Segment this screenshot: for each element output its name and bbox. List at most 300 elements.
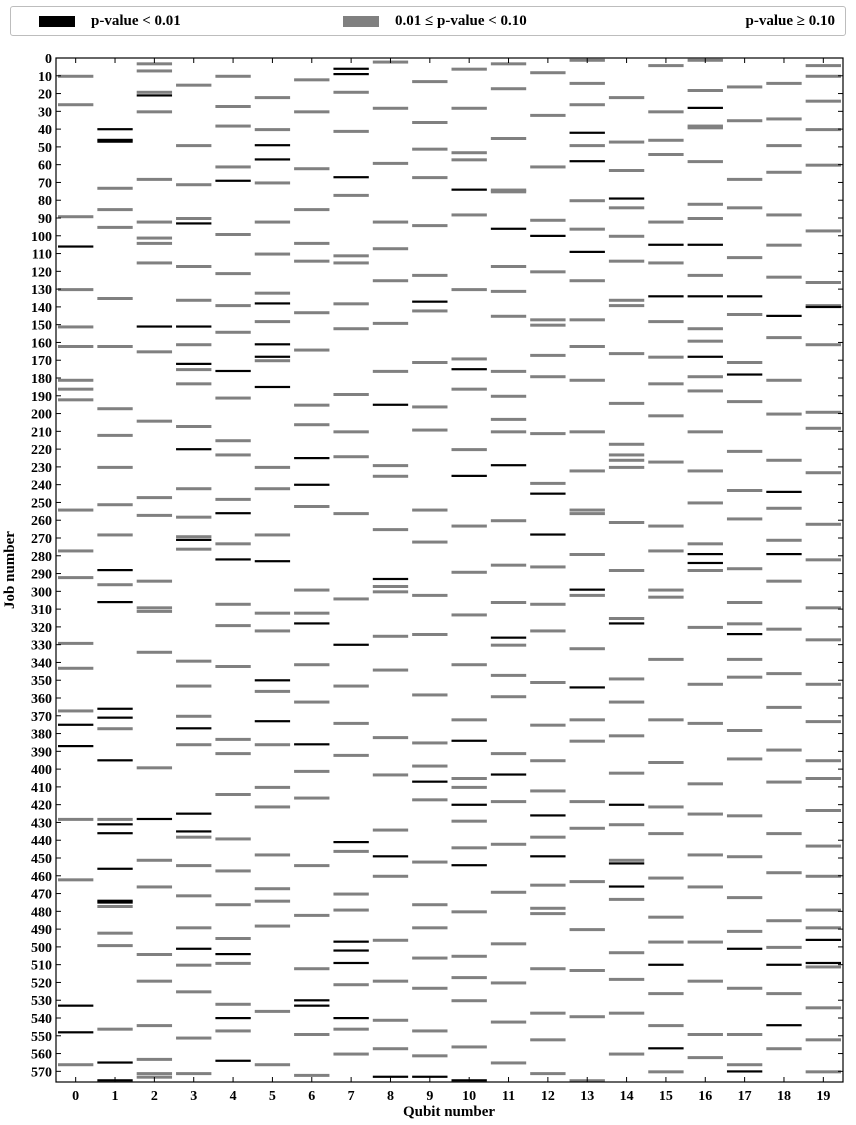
cell-gray xyxy=(688,126,723,129)
cell-gray xyxy=(648,414,683,417)
cell-black xyxy=(215,512,250,514)
cell-black xyxy=(373,855,408,857)
cell-gray xyxy=(688,885,723,888)
cell-black xyxy=(255,386,290,388)
cell-gray xyxy=(452,107,487,110)
cell-gray xyxy=(294,110,329,113)
cell-gray xyxy=(176,299,211,302)
cell-gray xyxy=(137,1058,172,1061)
cell-gray xyxy=(727,206,762,209)
cell-black xyxy=(333,644,368,646)
y-tick-label: 80 xyxy=(38,194,52,210)
x-axis-title: Qubit number xyxy=(402,1104,496,1120)
cell-gray xyxy=(294,78,329,81)
cell-gray xyxy=(609,951,644,954)
cell-gray xyxy=(530,71,565,74)
cell-gray xyxy=(373,736,408,739)
cell-gray xyxy=(294,701,329,704)
cell-gray xyxy=(491,564,526,567)
cell-gray xyxy=(137,237,172,240)
y-tick-label: 420 xyxy=(31,798,52,814)
cell-gray xyxy=(255,359,290,362)
cell-black xyxy=(97,901,132,903)
y-tick-label: 300 xyxy=(31,585,52,601)
y-tick-label: 360 xyxy=(31,692,52,707)
cell-gray xyxy=(333,393,368,396)
cell-gray xyxy=(570,228,605,231)
cell-black xyxy=(215,558,250,560)
cell-gray xyxy=(294,208,329,211)
cell-gray xyxy=(806,845,841,848)
cell-gray xyxy=(97,1028,132,1031)
cell-black xyxy=(412,781,447,783)
y-tick-label: 340 xyxy=(31,656,52,672)
cell-gray xyxy=(530,629,565,632)
y-tick-label: 140 xyxy=(31,300,52,316)
cell-black xyxy=(727,948,762,950)
cell-gray xyxy=(412,224,447,227)
cell-gray xyxy=(609,1053,644,1056)
x-tick-label: 18 xyxy=(776,1089,791,1104)
cell-gray xyxy=(58,576,93,579)
cell-black xyxy=(333,73,368,75)
y-tick-label: 120 xyxy=(31,265,52,281)
cell-gray xyxy=(648,261,683,264)
x-tick-label: 1 xyxy=(111,1089,119,1104)
cell-gray xyxy=(806,759,841,762)
cell-black xyxy=(294,743,329,745)
cell-gray xyxy=(412,405,447,408)
cell-gray xyxy=(452,976,487,979)
cell-gray xyxy=(530,432,565,435)
cell-gray xyxy=(452,910,487,913)
cell-gray xyxy=(491,674,526,677)
cell-gray xyxy=(97,434,132,437)
cell-gray xyxy=(215,233,250,236)
cell-gray xyxy=(215,903,250,906)
cell-gray xyxy=(530,219,565,222)
cell-gray xyxy=(491,430,526,433)
cell-black xyxy=(176,727,211,729)
cell-gray xyxy=(215,603,250,606)
cell-gray xyxy=(373,370,408,373)
cell-gray xyxy=(530,724,565,727)
y-tick-label: 190 xyxy=(31,389,52,405)
y-tick-label: 350 xyxy=(31,674,52,690)
cell-gray xyxy=(137,980,172,983)
cell-gray xyxy=(688,569,723,572)
cell-black xyxy=(688,244,723,246)
cell-gray xyxy=(609,978,644,981)
cell-gray xyxy=(255,487,290,490)
cell-gray xyxy=(58,215,93,218)
cell-black xyxy=(137,818,172,820)
cell-gray xyxy=(491,418,526,421)
cell-black xyxy=(333,1017,368,1019)
cell-gray xyxy=(255,887,290,890)
cell-gray xyxy=(137,859,172,862)
cell-gray xyxy=(806,411,841,414)
cell-black xyxy=(215,180,250,182)
y-tick-label: 230 xyxy=(31,460,52,476)
cell-gray xyxy=(373,875,408,878)
cell-black xyxy=(333,949,368,951)
y-tick-label: 410 xyxy=(31,780,52,796)
cell-gray xyxy=(491,752,526,755)
cell-gray xyxy=(255,629,290,632)
x-tick-label: 16 xyxy=(698,1089,713,1104)
cell-gray xyxy=(255,853,290,856)
x-tick-label: 0 xyxy=(72,1089,80,1104)
x-tick-label: 2 xyxy=(150,1089,158,1104)
cell-black xyxy=(727,633,762,635)
cell-black xyxy=(491,464,526,466)
y-tick-label: 130 xyxy=(31,283,52,299)
y-tick-label: 160 xyxy=(31,336,52,352)
cell-gray xyxy=(452,777,487,780)
cell-gray xyxy=(727,1063,762,1066)
cell-gray xyxy=(806,281,841,284)
y-tick-label: 570 xyxy=(31,1065,52,1081)
cell-gray xyxy=(137,110,172,113)
cell-gray xyxy=(727,1033,762,1036)
cell-black xyxy=(530,814,565,816)
cell-gray xyxy=(294,663,329,666)
cell-gray xyxy=(530,318,565,321)
cell-black xyxy=(530,855,565,857)
cell-gray xyxy=(412,957,447,960)
cell-gray xyxy=(373,980,408,983)
cell-black xyxy=(215,370,250,372)
cell-black xyxy=(176,539,211,541)
cell-gray xyxy=(333,597,368,600)
cell-black xyxy=(333,941,368,943)
cell-black xyxy=(255,302,290,304)
cell-gray xyxy=(412,1029,447,1032)
cell-gray xyxy=(412,633,447,636)
cell-black xyxy=(255,343,290,345)
y-tick-label: 200 xyxy=(31,407,52,423)
cell-gray xyxy=(806,471,841,474)
cell-black xyxy=(333,68,368,70)
cell-gray xyxy=(648,832,683,835)
y-tick-label: 70 xyxy=(38,176,52,192)
cell-gray xyxy=(373,247,408,250)
cell-gray xyxy=(176,685,211,688)
cell-gray xyxy=(137,1072,172,1075)
cell-gray xyxy=(176,144,211,147)
cell-gray xyxy=(727,896,762,899)
x-tick-label: 12 xyxy=(540,1089,555,1104)
cell-gray xyxy=(609,141,644,144)
cell-gray xyxy=(688,375,723,378)
cell-gray xyxy=(766,336,801,339)
legend-label-gray: 0.01 ≤ p-value < 0.10 xyxy=(395,12,527,29)
cell-gray xyxy=(373,475,408,478)
cell-gray xyxy=(766,413,801,416)
cell-gray xyxy=(176,382,211,385)
y-tick-label: 520 xyxy=(31,976,52,992)
cell-gray xyxy=(97,297,132,300)
y-tick-label: 310 xyxy=(31,603,52,619)
cell-gray xyxy=(688,941,723,944)
cell-gray xyxy=(294,167,329,170)
cell-gray xyxy=(137,606,172,609)
cell-gray xyxy=(412,80,447,83)
cell-gray xyxy=(609,823,644,826)
cell-gray xyxy=(215,962,250,965)
cell-black xyxy=(97,868,132,870)
cell-gray xyxy=(727,729,762,732)
cell-gray xyxy=(333,430,368,433)
cell-black xyxy=(412,301,447,303)
cell-gray xyxy=(294,770,329,773)
cell-gray xyxy=(766,379,801,382)
cell-gray xyxy=(333,130,368,133)
cell-gray xyxy=(806,427,841,430)
cell-gray xyxy=(294,967,329,970)
cell-gray xyxy=(806,683,841,686)
cell-gray xyxy=(570,718,605,721)
cell-gray xyxy=(215,793,250,796)
cell-gray xyxy=(766,706,801,709)
cell-gray xyxy=(727,987,762,990)
cell-gray xyxy=(727,622,762,625)
cell-gray xyxy=(255,292,290,295)
cell-gray xyxy=(727,361,762,364)
cell-gray xyxy=(412,798,447,801)
cell-gray xyxy=(530,603,565,606)
cell-gray xyxy=(491,981,526,984)
cell-gray xyxy=(333,685,368,688)
cell-gray xyxy=(688,89,723,92)
cell-gray xyxy=(727,119,762,122)
cell-black xyxy=(452,864,487,866)
x-tick-label: 17 xyxy=(737,1089,752,1104)
cell-gray xyxy=(58,818,93,821)
cell-gray xyxy=(688,683,723,686)
cell-black xyxy=(255,560,290,562)
cell-gray xyxy=(373,279,408,282)
cell-gray xyxy=(806,75,841,78)
cell-gray xyxy=(452,213,487,216)
cell-gray xyxy=(688,203,723,206)
cell-gray xyxy=(648,153,683,156)
cell-gray xyxy=(766,781,801,784)
cell-black xyxy=(452,368,487,370)
cell-gray xyxy=(137,766,172,769)
cell-gray xyxy=(530,354,565,357)
cell-gray xyxy=(570,82,605,85)
cell-gray xyxy=(58,709,93,712)
cell-black xyxy=(176,830,211,832)
cell-black xyxy=(766,964,801,966)
cell-gray xyxy=(491,942,526,945)
cell-gray xyxy=(452,448,487,451)
cell-gray xyxy=(215,1003,250,1006)
cell-gray xyxy=(97,905,132,908)
cell-gray xyxy=(333,722,368,725)
cell-gray xyxy=(452,525,487,528)
cell-black xyxy=(294,457,329,459)
cell-black xyxy=(609,622,644,624)
cell-gray xyxy=(215,498,250,501)
y-tick-label: 330 xyxy=(31,638,52,654)
cell-gray xyxy=(58,288,93,291)
cell-gray xyxy=(688,853,723,856)
cell-gray xyxy=(452,955,487,958)
cell-gray xyxy=(806,343,841,346)
cell-gray xyxy=(215,331,250,334)
cell-gray xyxy=(97,583,132,586)
cell-gray xyxy=(491,137,526,140)
y-tick-label: 390 xyxy=(31,745,52,761)
cell-black xyxy=(176,813,211,815)
cell-gray xyxy=(648,718,683,721)
cell-gray xyxy=(727,601,762,604)
cell-gray xyxy=(530,836,565,839)
x-tick-label: 8 xyxy=(386,1089,394,1104)
cell-black xyxy=(530,493,565,495)
cell-gray xyxy=(727,313,762,316)
cell-black xyxy=(452,804,487,806)
cell-gray xyxy=(491,1061,526,1064)
cell-gray xyxy=(530,967,565,970)
x-tick-label: 15 xyxy=(658,1089,673,1104)
cell-gray xyxy=(609,466,644,469)
cell-gray xyxy=(255,612,290,615)
cell-gray xyxy=(609,459,644,462)
cell-black xyxy=(255,144,290,146)
cell-gray xyxy=(806,638,841,641)
cell-gray xyxy=(766,580,801,583)
cell-black xyxy=(373,578,408,580)
cell-gray xyxy=(609,169,644,172)
cell-gray xyxy=(570,969,605,972)
cell-black xyxy=(97,1061,132,1063)
cell-gray xyxy=(766,459,801,462)
cell-gray xyxy=(609,772,644,775)
cell-black xyxy=(609,885,644,887)
cell-black xyxy=(215,953,250,955)
y-tick-label: 540 xyxy=(31,1012,52,1027)
cell-gray xyxy=(137,580,172,583)
cell-gray xyxy=(766,82,801,85)
cell-gray xyxy=(570,647,605,650)
cell-gray xyxy=(570,318,605,321)
y-tick-label: 150 xyxy=(31,318,52,334)
cell-gray xyxy=(333,91,368,94)
cell-black xyxy=(648,964,683,966)
cell-gray xyxy=(176,84,211,87)
cell-black xyxy=(452,475,487,477)
cell-black xyxy=(255,720,290,722)
cell-gray xyxy=(58,667,93,670)
cell-black xyxy=(452,189,487,191)
cell-gray xyxy=(176,864,211,867)
cell-black xyxy=(570,251,605,253)
cell-gray xyxy=(570,740,605,743)
cell-gray xyxy=(766,171,801,174)
cell-gray xyxy=(530,681,565,684)
cell-gray xyxy=(58,398,93,401)
cell-gray xyxy=(570,827,605,830)
cell-black xyxy=(648,244,683,246)
cell-gray xyxy=(688,980,723,983)
cell-gray xyxy=(648,356,683,359)
cell-gray xyxy=(648,461,683,464)
cell-gray xyxy=(688,274,723,277)
cell-gray xyxy=(648,139,683,142)
y-tick-label: 490 xyxy=(31,923,52,939)
cell-gray xyxy=(648,916,683,919)
cell-gray xyxy=(452,718,487,721)
x-axis-ticks xyxy=(72,58,830,1104)
cell-gray xyxy=(176,990,211,993)
cell-gray xyxy=(97,944,132,947)
cell-black xyxy=(97,569,132,571)
cell-gray xyxy=(530,1012,565,1015)
cell-black xyxy=(806,306,841,308)
cell-gray xyxy=(727,178,762,181)
cell-gray xyxy=(176,926,211,929)
cell-gray xyxy=(727,676,762,679)
cell-gray xyxy=(609,569,644,572)
cell-gray xyxy=(727,489,762,492)
cell-gray xyxy=(137,261,172,264)
cell-gray xyxy=(58,549,93,552)
cell-gray xyxy=(766,992,801,995)
cell-gray xyxy=(333,850,368,853)
cell-gray xyxy=(806,1006,841,1009)
cell-gray xyxy=(806,777,841,780)
cell-gray xyxy=(766,672,801,675)
cell-gray xyxy=(609,235,644,238)
cell-gray xyxy=(727,658,762,661)
cell-gray xyxy=(491,891,526,894)
cell-gray xyxy=(255,533,290,536)
cell-gray xyxy=(215,453,250,456)
cell-black xyxy=(176,948,211,950)
cell-gray xyxy=(806,720,841,723)
cell-gray xyxy=(294,797,329,800)
cell-gray xyxy=(570,880,605,883)
cell-gray xyxy=(570,469,605,472)
cell-gray xyxy=(688,217,723,220)
cell-black xyxy=(648,295,683,297)
cell-gray xyxy=(806,606,841,609)
cell-black xyxy=(688,295,723,297)
cell-gray xyxy=(530,375,565,378)
cell-gray xyxy=(373,669,408,672)
cell-gray xyxy=(688,1056,723,1059)
cell-gray xyxy=(294,349,329,352)
y-tick-label: 220 xyxy=(31,443,52,459)
cell-gray xyxy=(412,1054,447,1057)
y-tick-label: 250 xyxy=(31,496,52,512)
cell-gray xyxy=(176,964,211,967)
y-tick-label: 480 xyxy=(31,905,52,921)
cell-black xyxy=(530,533,565,535)
cell-black xyxy=(766,491,801,493)
y-tick-label: 10 xyxy=(38,69,52,85)
cell-gray xyxy=(688,430,723,433)
cell-gray xyxy=(97,187,132,190)
y-tick-label: 500 xyxy=(31,940,52,956)
cell-gray xyxy=(570,379,605,382)
y-tick-label: 370 xyxy=(31,709,52,725)
cell-black xyxy=(766,1024,801,1026)
